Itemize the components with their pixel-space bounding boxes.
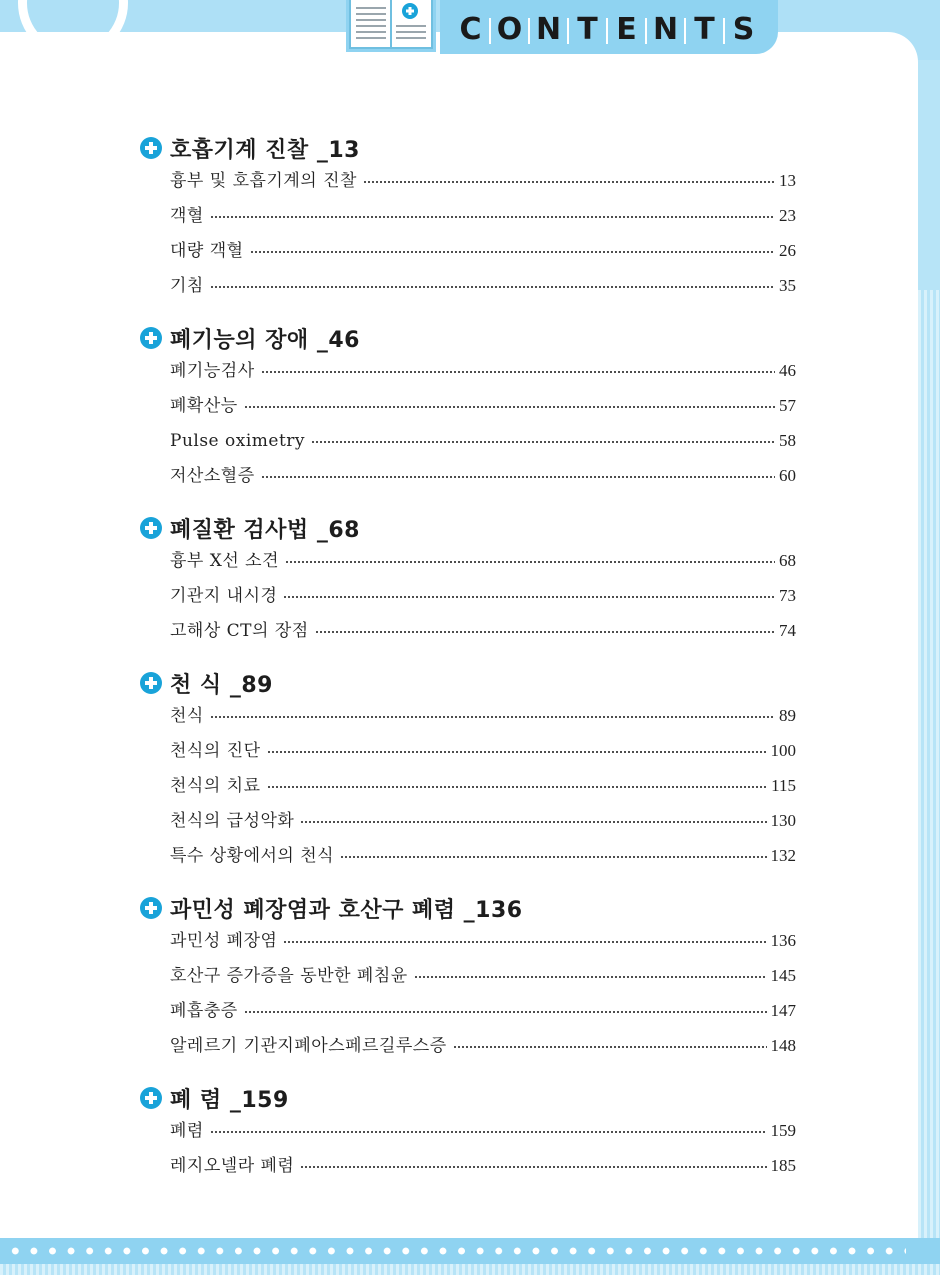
entry-label: 흉부 및 호흡기계의 진찰 (170, 171, 357, 191)
heading-letter: C (459, 12, 482, 47)
entry-page: 58 (779, 431, 796, 450)
toc-entry[interactable] (170, 198, 796, 233)
entry-page: 100 (770, 741, 796, 760)
dot-leader (267, 751, 767, 753)
entry-page: 89 (779, 706, 796, 725)
section-title: 폐기능의 장애 _46 (170, 327, 360, 353)
dot-leader (267, 786, 768, 788)
toc-entry[interactable] (170, 1113, 796, 1148)
toc-entry[interactable] (170, 733, 796, 768)
entry-page: 159 (770, 1121, 796, 1140)
dot-leader (300, 821, 766, 823)
toc-entry[interactable] (170, 388, 796, 423)
entry-page: 74 (779, 621, 796, 640)
toc-entry[interactable] (170, 803, 796, 838)
heading-letter: E (616, 12, 637, 47)
entry-label: 과민성 폐장염 (170, 931, 278, 951)
section-heading[interactable] (140, 133, 796, 163)
entry-label: 대량 객혈 (170, 241, 244, 261)
entry-label: 객혈 (170, 206, 204, 226)
toc-entry[interactable] (170, 768, 796, 803)
section-title: 폐 렴 _159 (170, 1087, 289, 1113)
entry-label: 천식의 급성악화 (170, 811, 295, 831)
section-heading[interactable] (140, 513, 796, 543)
entry-label: 기침 (170, 276, 204, 296)
entry-label: 폐기능검사 (170, 361, 255, 381)
heading-letter: T (694, 12, 715, 47)
bottom-stripe (0, 1264, 940, 1275)
entry-label: 특수 상황에서의 천식 (170, 846, 335, 866)
dot-leader (210, 216, 775, 218)
plus-icon (140, 672, 162, 694)
toc-entry[interactable] (170, 233, 796, 268)
toc-section (140, 323, 796, 493)
toc-entry[interactable] (170, 268, 796, 303)
entry-page: 13 (779, 171, 796, 190)
section-heading[interactable] (140, 1083, 796, 1113)
toc-entry[interactable] (170, 163, 796, 198)
toc-entry[interactable] (170, 838, 796, 873)
dot-leader (283, 941, 766, 943)
dot-leader (414, 976, 767, 978)
dot-leader (210, 1131, 767, 1133)
toc-entry[interactable] (170, 1028, 796, 1063)
dot-leader (250, 251, 775, 253)
entry-page: 147 (770, 1001, 796, 1020)
plus-icon (140, 897, 162, 919)
plus-icon (140, 137, 162, 159)
dot-leader (244, 406, 775, 408)
entry-label: 폐흡충증 (170, 1001, 238, 1021)
dot-leader (311, 441, 775, 443)
entry-page: 57 (779, 396, 796, 415)
toc-entry[interactable] (170, 1148, 796, 1183)
dot-leader (300, 1166, 766, 1168)
toc-entry[interactable] (170, 698, 796, 733)
dot-leader (261, 371, 775, 373)
entry-page: 136 (770, 931, 796, 950)
dot-leader (283, 596, 775, 598)
entry-label: 고해상 CT의 장점 (170, 621, 309, 641)
section-heading[interactable] (140, 323, 796, 353)
dot-leader (210, 286, 775, 288)
entry-page: 145 (770, 966, 796, 985)
entry-page: 148 (770, 1036, 796, 1055)
toc-section (140, 668, 796, 873)
toc-entry[interactable] (170, 613, 796, 648)
entry-page: 73 (779, 586, 796, 605)
heading-letter: N (535, 12, 562, 47)
entry-label: 천식 (170, 706, 204, 726)
dot-leader (363, 181, 775, 183)
dot-border (6, 1246, 906, 1256)
toc-entry[interactable] (170, 458, 796, 493)
section-title: 호흡기계 진찰 _13 (170, 137, 360, 163)
entry-label: 폐렴 (170, 1121, 204, 1141)
entry-label: 천식의 치료 (170, 776, 261, 796)
plus-icon (140, 327, 162, 349)
side-stripe (918, 290, 940, 1240)
dot-leader (315, 631, 775, 633)
heading-letter: T (577, 12, 598, 47)
heading-letter: N (652, 12, 679, 47)
section-title: 과민성 폐장염과 호산구 폐렴 _136 (170, 897, 523, 923)
toc-entry[interactable] (170, 353, 796, 388)
toc-section (140, 513, 796, 648)
entry-label: 천식의 진단 (170, 741, 261, 761)
plus-icon (140, 1087, 162, 1109)
toc-entry[interactable] (170, 578, 796, 613)
entry-page: 68 (779, 551, 796, 570)
toc-section (140, 893, 796, 1063)
book-icon (346, 0, 436, 52)
entry-label: Pulse oximetry (170, 431, 306, 451)
entry-page: 115 (771, 776, 796, 795)
entry-page: 26 (779, 241, 796, 260)
dot-leader (453, 1046, 767, 1048)
section-title: 폐질환 검사법 _68 (170, 517, 360, 543)
entry-label: 알레르기 기관지폐아스페르길루스증 (170, 1036, 447, 1056)
dot-leader (210, 716, 775, 718)
entry-page: 132 (770, 846, 796, 865)
entry-page: 60 (779, 466, 796, 485)
entry-label: 레지오넬라 폐렴 (170, 1156, 295, 1176)
heading-letter: O (496, 12, 523, 47)
dot-leader (285, 561, 775, 563)
entry-label: 폐확산능 (170, 396, 238, 416)
entry-page: 46 (779, 361, 796, 380)
entry-label: 흉부 X선 소견 (170, 551, 280, 571)
entry-label: 저산소혈증 (170, 466, 255, 486)
toc-entry[interactable] (170, 543, 796, 578)
entry-label: 기관지 내시경 (170, 586, 278, 606)
dot-leader (340, 856, 766, 858)
entry-page: 185 (770, 1156, 796, 1175)
toc-entry[interactable] (170, 993, 796, 1028)
toc-section (140, 133, 796, 303)
entry-label: 호산구 증가증을 동반한 폐침윤 (170, 966, 408, 986)
toc-entry[interactable] (170, 958, 796, 993)
heading-letter: S (732, 12, 755, 47)
entry-page: 35 (779, 276, 796, 295)
section-title: 천 식 _89 (170, 672, 273, 698)
dot-leader (261, 476, 775, 478)
toc-entry[interactable] (170, 923, 796, 958)
toc-entry[interactable] (170, 423, 796, 458)
contents-heading (452, 12, 762, 52)
entry-page: 23 (779, 206, 796, 225)
dot-leader (244, 1011, 767, 1013)
entry-page: 130 (770, 811, 796, 830)
plus-icon (140, 517, 162, 539)
section-heading[interactable] (140, 893, 796, 923)
section-heading[interactable] (140, 668, 796, 698)
toc-section (140, 1083, 796, 1183)
